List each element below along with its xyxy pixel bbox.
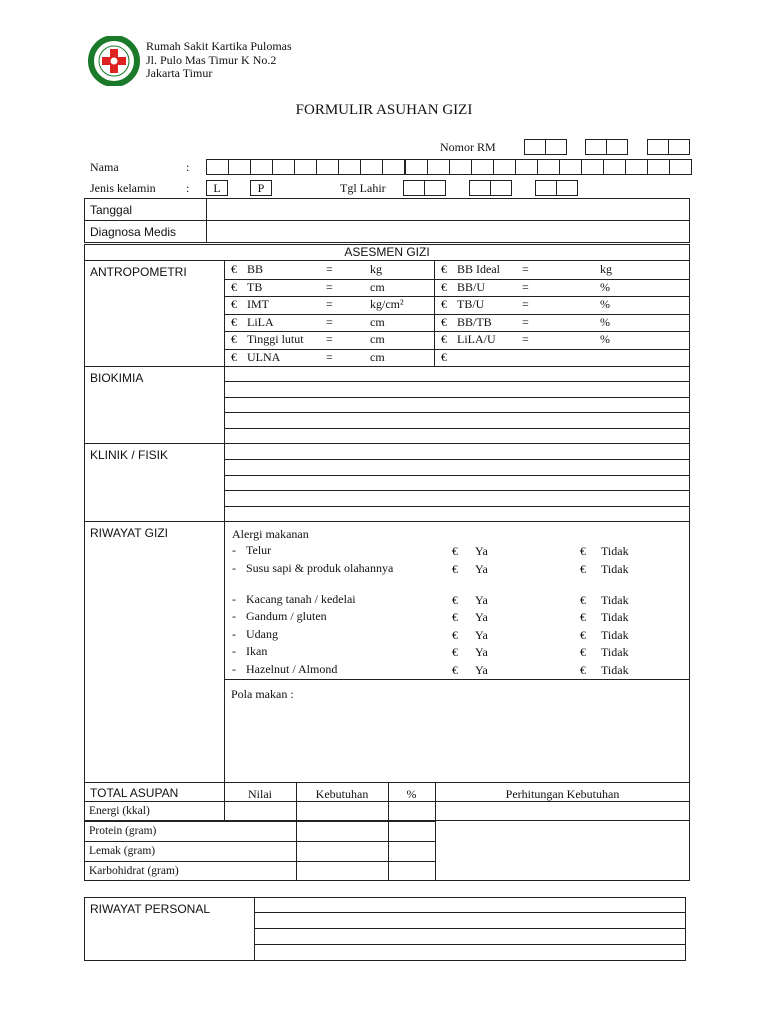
alergi-item: Gandum / gluten [246,609,327,623]
antro-right-unit: % [600,332,610,346]
nama-char-box[interactable] [360,159,383,175]
alergi-item: Susu sapi & produk olahannya [246,561,394,575]
alergi-tidak-label: Tidak [601,610,629,624]
alergi-dash: - [232,561,236,575]
alergi-ya-label: Ya [475,593,488,607]
nama-char-box[interactable] [206,159,229,175]
alergi-ya-label: Ya [475,645,488,659]
checkbox-icon[interactable]: € [452,562,458,576]
diagnosa-label: Diagnosa Medis [90,225,177,239]
checkbox-icon[interactable]: € [580,610,586,624]
asupan-row-label: Energi (kkal) [89,805,150,817]
alergi-tidak-label: Tidak [601,663,629,677]
total-asupan-label: TOTAL ASUPAN [90,786,179,800]
nama-char-box[interactable] [316,159,339,175]
nama-char-box[interactable] [647,159,670,175]
antro-right-unit: % [600,314,610,329]
alergi-dash: - [232,592,236,606]
klinik-label: KLINIK / FISIK [90,448,169,462]
alergi-tidak-label: Tidak [601,544,629,558]
tanggal-label: Tanggal [90,203,133,217]
antro-left-name: IMT [247,297,269,311]
nama-colon: : [186,160,190,174]
antro-left-eq: = [326,314,333,329]
biokimia-label: BIOKIMIA [90,371,144,385]
antro-left-unit: kg [370,262,382,276]
checkbox-icon[interactable]: € [441,332,447,346]
checkbox-icon[interactable]: € [441,279,447,294]
checkbox-icon[interactable]: € [452,544,458,558]
checkbox-icon[interactable]: € [231,349,237,364]
alergi-dash: - [232,543,236,557]
col-kebutuhan: Kebutuhan [315,787,369,801]
asupan-row-label: Protein (gram) [89,825,157,837]
nama-char-box[interactable] [449,159,472,175]
col-nilai: Nilai [248,787,272,801]
antro-left-name: LiLA [247,314,274,329]
hospital-address-line2: Jakarta Timur [146,66,213,80]
checkbox-icon[interactable]: € [580,628,586,642]
nama-char-box[interactable] [559,159,582,175]
antro-left-name: Tinggi lutut [247,332,304,346]
alergi-item: Udang [246,627,278,641]
antro-left-unit: cm [370,349,385,364]
diagnosa-input[interactable] [208,222,688,241]
nama-char-box[interactable] [603,159,626,175]
antro-right-unit: % [600,297,610,311]
checkbox-icon[interactable]: € [452,610,458,624]
alergi-item: Kacang tanah / kedelai [246,592,356,606]
nama-char-box[interactable] [228,159,251,175]
antro-left-unit: cm [370,332,385,346]
antro-right-unit: % [600,279,610,294]
checkbox-icon[interactable]: € [441,314,447,329]
tgl-lahir-label: Tgl Lahir [340,181,386,195]
antro-right-name: BB/U [457,279,486,294]
antro-left-unit: cm [370,314,385,329]
checkbox-icon[interactable]: € [441,297,447,311]
checkbox-icon[interactable]: € [231,297,237,311]
nama-char-box[interactable] [405,159,428,175]
nama-char-box[interactable] [294,159,317,175]
nama-char-box[interactable] [493,159,516,175]
alergi-tidak-label: Tidak [601,593,629,607]
checkbox-icon[interactable]: € [231,332,237,346]
antro-left-eq: = [326,262,333,276]
antro-right-eq: = [522,297,529,311]
checkbox-icon[interactable]: € [441,349,447,364]
checkbox-icon[interactable]: € [452,593,458,607]
alergi-dash: - [232,662,236,676]
alergi-tidak-label: Tidak [601,645,629,659]
antropometri-label: ANTROPOMETRI [90,265,187,279]
perhitungan-kebutuhan-input[interactable] [437,803,688,879]
antro-left-eq: = [326,279,333,294]
checkbox-icon[interactable]: € [452,645,458,659]
checkbox-icon[interactable]: € [231,262,237,276]
gender-male-box[interactable]: L [206,180,228,196]
checkbox-icon[interactable]: € [580,562,586,576]
checkbox-icon[interactable]: € [452,628,458,642]
hospital-name: Rumah Sakit Kartika Pulomas [146,39,292,53]
alergi-ya-label: Ya [475,562,488,576]
jenis-kelamin-label: Jenis kelamin [90,181,156,195]
pola-makan-label: Pola makan : [231,687,294,701]
nama-char-box[interactable] [669,159,692,175]
antro-right-eq: = [522,262,529,276]
alergi-item: Ikan [246,644,268,658]
col-perhitungan: Perhitungan Kebutuhan [505,787,620,801]
alergi-dash: - [232,627,236,641]
nama-char-box[interactable] [427,159,450,175]
antro-right-eq: = [522,332,529,346]
jenis-kelamin-colon: : [186,181,190,195]
nama-char-box[interactable] [537,159,560,175]
antro-right-name: BB/TB [457,314,492,329]
alergi-dash: - [232,644,236,658]
checkbox-icon[interactable]: € [580,544,586,558]
antro-right-unit: kg [600,262,612,276]
tanggal-input[interactable] [208,200,688,219]
alergi-item: Telur [246,543,272,557]
gender-female-box[interactable]: P [250,180,272,196]
nama-char-box[interactable] [625,159,648,175]
riwayat-gizi-label: RIWAYAT GIZI [90,526,168,540]
col-persen: % [406,787,417,801]
antro-left-unit: kg/cm² [370,297,404,311]
hospital-logo [86,36,142,86]
antro-left-name: ULNA [247,349,281,364]
alergi-item: Hazelnut / Almond [246,662,338,676]
nomor-rm-label: Nomor RM [440,140,496,154]
antro-left-name: BB [247,262,264,276]
checkbox-icon[interactable]: € [580,593,586,607]
checkbox-icon[interactable]: € [580,663,586,677]
antro-right-name: BB Ideal [457,262,500,276]
antro-left-eq: = [326,332,333,346]
alergi-ya-label: Ya [475,544,488,558]
antro-right-name: LiLA/U [457,332,496,346]
antro-left-unit: cm [370,279,385,294]
asupan-row-label: Karbohidrat (gram) [89,865,179,877]
checkbox-icon[interactable]: € [231,279,237,294]
riwayat-personal-label: RIWAYAT PERSONAL [90,902,211,916]
hospital-address-line1: Jl. Pulo Mas Timur K No.2 [146,53,277,67]
pola-makan-input[interactable] [226,700,688,780]
alergi-title: Alergi makanan [232,527,309,541]
nama-char-box[interactable] [338,159,361,175]
nama-char-box[interactable] [515,159,538,175]
alergi-ya-label: Ya [475,610,488,624]
form-title: FORMULIR ASUHAN GIZI [295,102,473,118]
nama-char-box[interactable] [382,159,405,175]
alergi-dash: - [232,609,236,623]
alergi-ya-label: Ya [475,628,488,642]
asesmen-title: ASESMEN GIZI [344,245,430,259]
antro-right-name: TB/U [457,297,485,311]
alergi-ya-label: Ya [475,663,488,677]
antro-right-eq: = [522,314,529,329]
checkbox-icon[interactable]: € [452,663,458,677]
antro-right-eq: = [522,279,529,294]
nama-label: Nama [90,160,119,174]
alergi-tidak-label: Tidak [601,562,629,576]
nama-char-box[interactable] [272,159,295,175]
nama-char-box[interactable] [581,159,604,175]
checkbox-icon[interactable]: € [441,262,447,276]
antro-left-name: TB [247,279,263,294]
antro-left-eq: = [326,349,333,364]
antro-left-eq: = [326,297,333,311]
nama-char-box[interactable] [471,159,494,175]
alergi-tidak-label: Tidak [601,628,629,642]
nama-char-box[interactable] [250,159,273,175]
checkbox-icon[interactable]: € [580,645,586,659]
asupan-row-label: Lemak (gram) [89,845,156,857]
checkbox-icon[interactable]: € [231,314,237,329]
